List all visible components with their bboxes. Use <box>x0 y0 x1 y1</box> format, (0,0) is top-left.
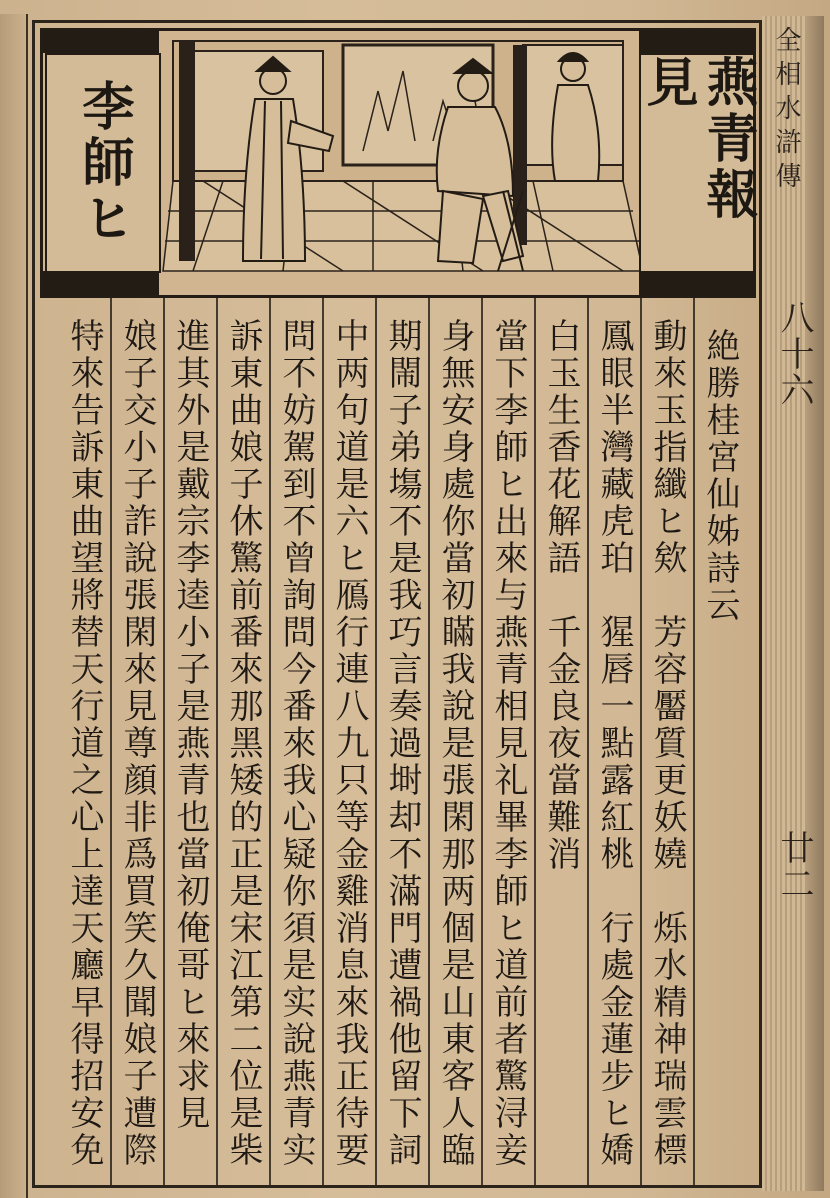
text-column: 期閙子弟塲不是我巧言奏過埘却不滿門遭禍他留下詞 <box>382 318 422 1169</box>
book-title: 全相水滸傳 <box>771 26 801 196</box>
column-rule <box>216 298 218 1188</box>
folio-mark-lower: 廿二 <box>774 830 814 902</box>
column-rule <box>640 298 642 1188</box>
text-column: 進其外是戴宗李逵小子是燕青也當初俺哥ヒ來求見 <box>170 318 210 1132</box>
text-column: 特來告訴東曲望將替天行道之心上達天廳早得招安免 <box>64 318 104 1169</box>
previous-page-edge <box>0 14 28 1198</box>
text-column: 娘子交小子詐說張閑來見尊顔非爲買笑久聞娘子遭際 <box>117 318 157 1169</box>
text-column: 身無安身處你當初瞞我說是張閑那两個是山東客人臨 <box>435 318 475 1169</box>
text-column: 訴東曲娘子休驚前番來那黑矮的正是宋江第二位是柴 <box>223 318 263 1169</box>
text-column: 鳳眼半灣藏虎珀 猩唇一點露紅桃 行處金蓮步ヒ嬌 <box>594 318 634 1169</box>
caption-panel-right <box>637 53 758 273</box>
caption-right: 燕青報見 <box>637 55 758 223</box>
text-column: 中两句道是六ヒ鴈行連八九只等金雞消息來我正待要 <box>329 318 369 1169</box>
column-rule <box>534 298 536 1188</box>
page-block-shadow <box>806 16 824 1191</box>
column-rule <box>693 298 695 1188</box>
text-column: 問不妨駕到不曾詢問今番來我心疑你須是实說燕青实 <box>276 318 316 1169</box>
woodblock-illustration <box>40 28 756 298</box>
column-rule <box>322 298 324 1188</box>
column-rule <box>163 298 165 1188</box>
column-rule <box>269 298 271 1188</box>
column-rule <box>110 298 112 1188</box>
text-column: 白玉生香花解語 千金良夜當難消 <box>541 318 581 873</box>
caption-left: 李師ヒ <box>73 79 134 247</box>
text-column: 動來玉指纖ヒ欸 芳容靨質更妖嬈 烁水精神瑞雲標 <box>647 318 687 1169</box>
column-rule <box>428 298 430 1188</box>
column-rule <box>587 298 589 1188</box>
text-column: 當下李師ヒ出來与燕青相見礼畢李師ヒ道前者驚浔妾 <box>488 318 528 1169</box>
folio-mark-upper: 八十六 <box>774 300 814 408</box>
text-column: 絶勝桂宮仙姊詩云 <box>700 328 740 624</box>
caption-panel-left <box>45 53 161 273</box>
column-rule <box>481 298 483 1188</box>
column-rule <box>375 298 377 1188</box>
